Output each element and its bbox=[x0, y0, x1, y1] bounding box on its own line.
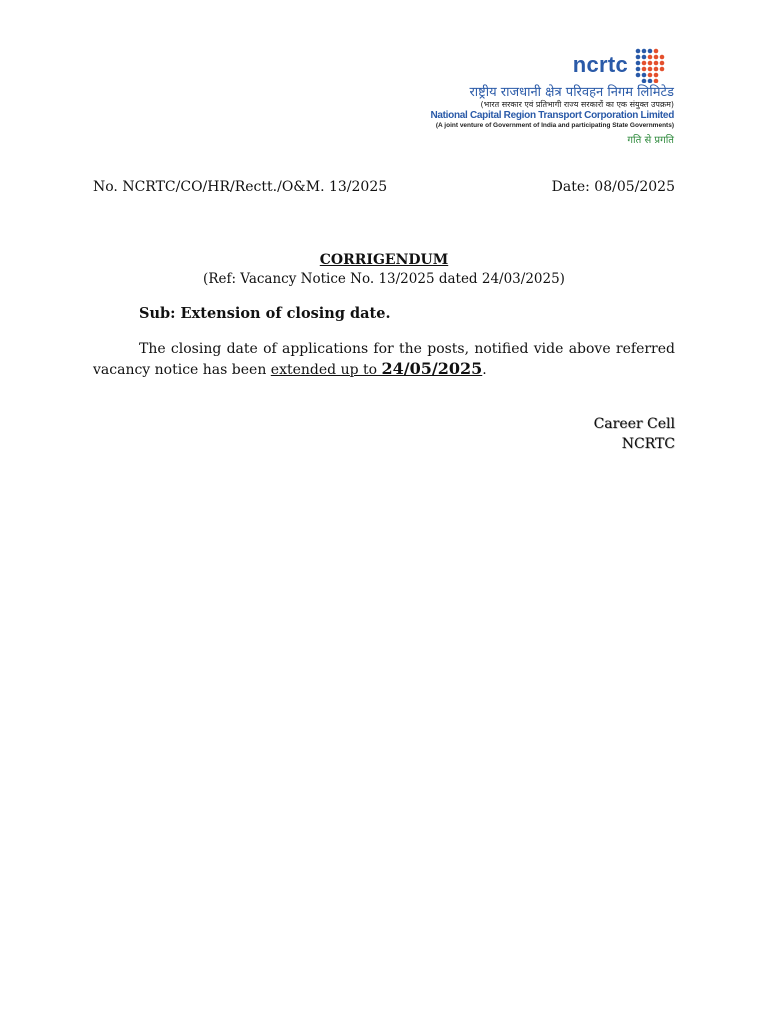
signature-block bbox=[594, 414, 675, 454]
body-text: The closing date of applications for the posts, notified vide above referred vacancy notice has been bbox=[93, 341, 675, 378]
hindi-company-subtitle: (भारत सरकार एवं प्रतिभागी राज्य सरकारों का एक संयुक्त उपक्रम) bbox=[480, 100, 674, 109]
company-motto: गति से प्रगति bbox=[627, 135, 674, 146]
document-title: CORRIGENDUM bbox=[319, 252, 449, 268]
english-company-subtitle: (A joint venture of Government of India and participating State Governments) bbox=[435, 122, 674, 129]
body-paragraph bbox=[93, 339, 675, 380]
logo bbox=[573, 46, 668, 84]
reference-line bbox=[93, 179, 675, 195]
hindi-company-name: राष्ट्रीय राजधानी क्षेत्र परिवहन निगम लिमिटेड bbox=[469, 85, 674, 100]
extended-text: extended up to bbox=[270, 362, 382, 378]
logo-dots-icon bbox=[632, 47, 668, 83]
document-date: Date: 08/05/2025 bbox=[551, 179, 675, 195]
english-company-name: National Capital Region Transport Corporation Limited bbox=[430, 110, 674, 121]
vacancy-reference: (Ref: Vacancy Notice No. 13/2025 dated 24/03/2025) bbox=[203, 271, 565, 287]
body-end: . bbox=[482, 362, 487, 378]
signature-org: NCRTC bbox=[621, 436, 675, 452]
subject-line: Sub: Extension of closing date. bbox=[139, 305, 391, 322]
reference-number: No. NCRTC/CO/HR/Rectt./O&M. 13/2025 bbox=[93, 179, 388, 195]
logo-text: ncrtc bbox=[572, 52, 628, 77]
extended-date: 24/05/2025 bbox=[381, 359, 483, 378]
letterhead bbox=[430, 46, 674, 146]
signature-dept: Career Cell bbox=[593, 416, 675, 432]
